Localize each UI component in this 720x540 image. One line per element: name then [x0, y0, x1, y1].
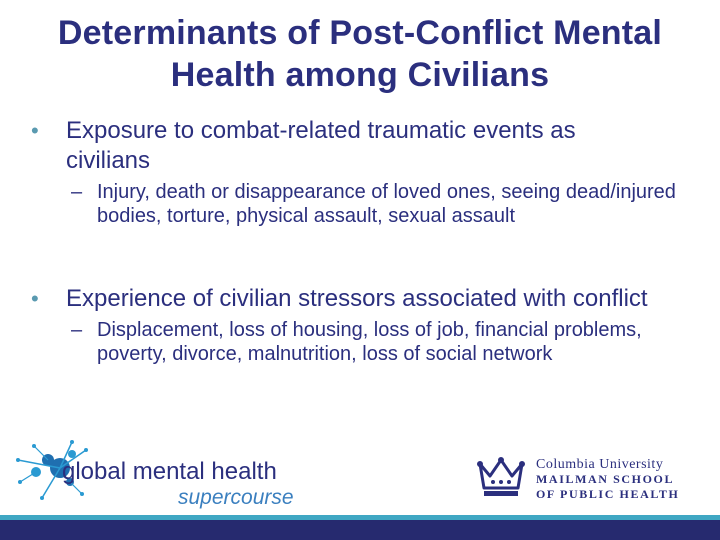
columbia-line-1: Columbia University [536, 457, 664, 472]
bullet-text: Experience of civilian stressors associated with conflict [66, 285, 648, 312]
sub-bullet-item [71, 318, 697, 366]
bullet-item [31, 284, 666, 314]
sub-bullet-glyph: – [71, 319, 83, 341]
bullet-text: Exposure to combat-related traumatic events as civilians [66, 117, 576, 174]
columbia-line-2: MAILMAN SCHOOL [536, 472, 675, 486]
bullet-item [31, 116, 666, 176]
bullet-glyph: • [31, 286, 39, 311]
footer-bar [0, 520, 720, 540]
sub-bullet-text: Injury, death or disappearance of loved ones, seeing dead/injured bodies, torture, physical assault, sexual assault [97, 181, 676, 227]
slide-title [20, 12, 700, 96]
sub-bullet-text: Displacement, loss of housing, loss of job, financial problems, poverty, divorce, malnutrition, loss of social network [97, 319, 642, 365]
crown-icon [476, 456, 526, 500]
title-line-2: Health among Civilians [170, 56, 550, 94]
columbia-line-3: OF PUBLIC HEALTH [536, 487, 680, 501]
bullet-group-2 [0, 284, 720, 366]
bullet-group-1 [0, 116, 720, 228]
logo-text-main: global mental health [62, 458, 277, 485]
bullet-glyph: • [31, 118, 39, 143]
columbia-logo-text [536, 457, 679, 502]
logo-text-sub: supercourse [178, 486, 294, 509]
sub-bullet-item [71, 180, 697, 228]
title-line-1: Determinants of Post-Conflict Mental [57, 14, 663, 52]
sub-bullet-glyph: – [71, 181, 83, 203]
